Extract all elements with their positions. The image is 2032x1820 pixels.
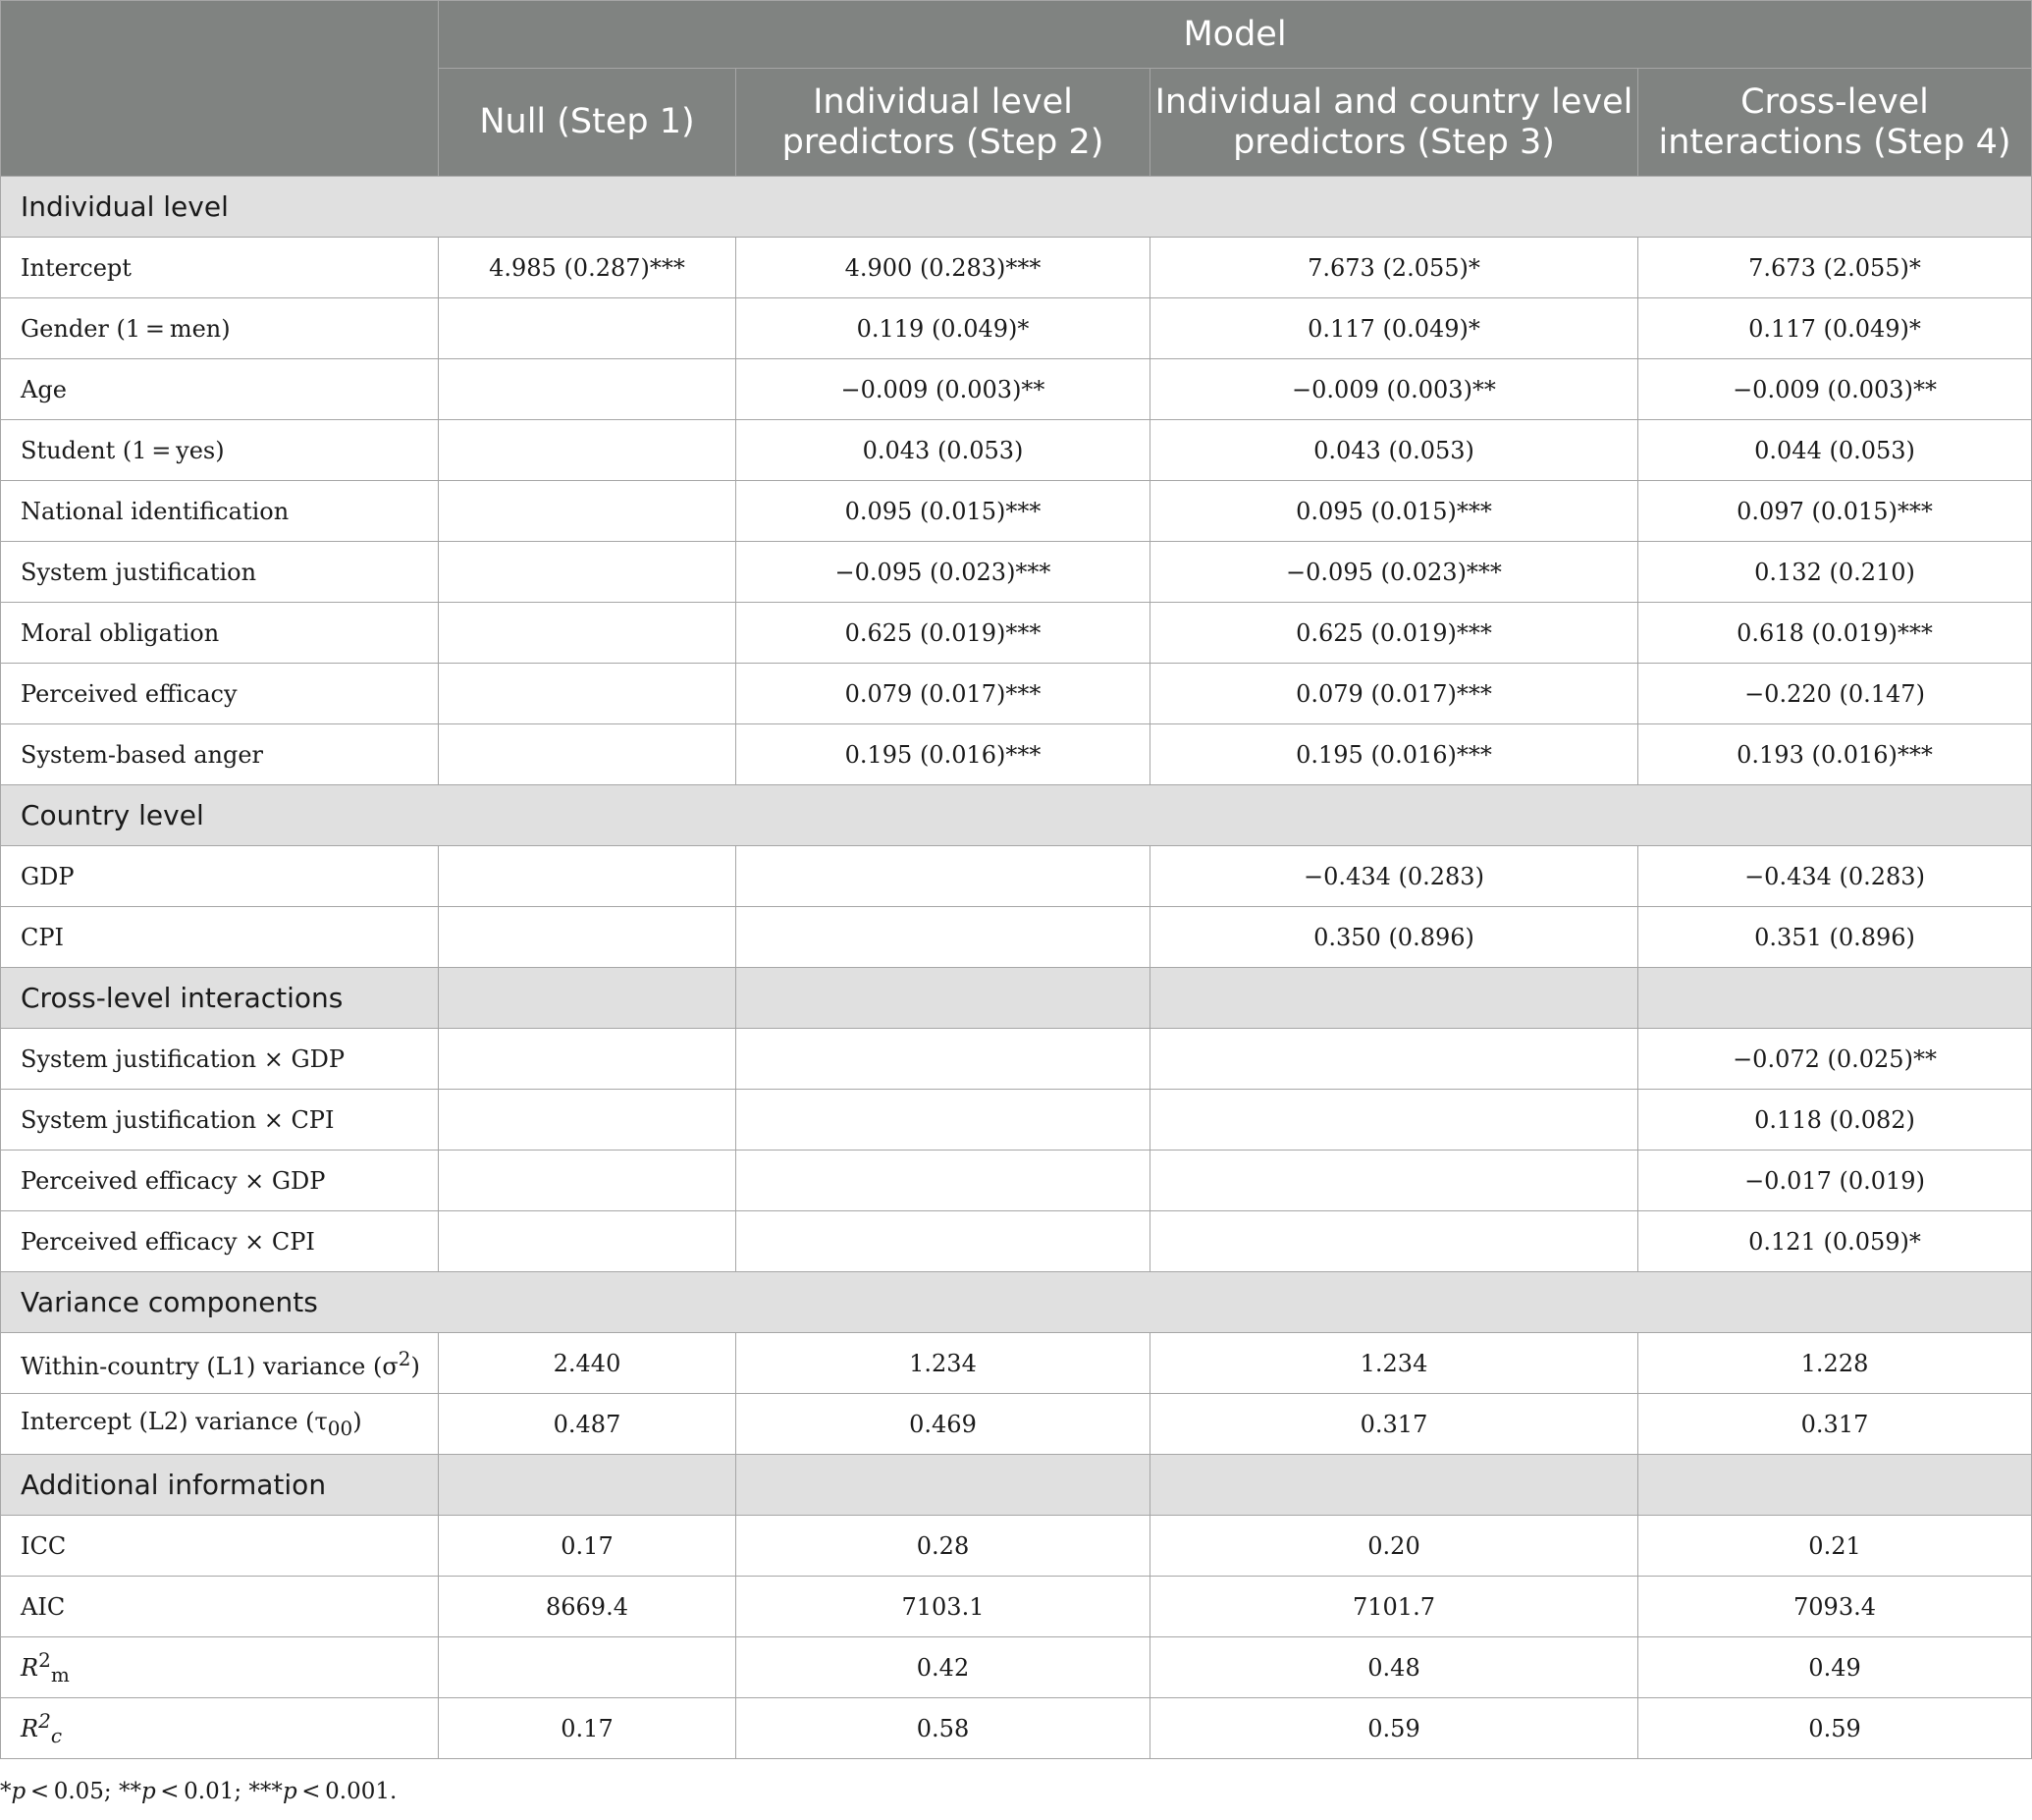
- value-cell: 1.234: [736, 1333, 1150, 1394]
- table-row: [1, 724, 2032, 785]
- row-label: Age: [1, 359, 439, 420]
- value-cell: [736, 1029, 1150, 1090]
- footnote-text: < 0.01; ***: [155, 1779, 283, 1804]
- row-label: Intercept: [1, 238, 439, 298]
- section-title: Country level: [1, 785, 2032, 846]
- value-cell: 0.193 (0.016)***: [1638, 724, 2032, 785]
- section-empty-cell: [1150, 968, 1638, 1029]
- row-label: National identification: [1, 481, 439, 542]
- table-row: [1, 1394, 2032, 1455]
- table-row: [1, 359, 2032, 420]
- value-cell: 0.132 (0.210): [1638, 542, 2032, 603]
- value-cell: [736, 1211, 1150, 1272]
- value-cell: −0.095 (0.023)***: [736, 542, 1150, 603]
- row-label: CPI: [1, 907, 439, 968]
- row-label-text: Within-country (L1) variance (σ: [21, 1352, 399, 1380]
- section-header-row: [1, 968, 2032, 1029]
- value-cell: 0.079 (0.017)***: [1150, 664, 1638, 724]
- row-label-text: ): [352, 1408, 362, 1436]
- r-squared-exponent: 2: [38, 1648, 51, 1673]
- row-label: System justification × GDP: [1, 1029, 439, 1090]
- value-cell: [439, 481, 736, 542]
- value-cell: 0.350 (0.896): [1150, 907, 1638, 968]
- row-label-script: 2: [398, 1346, 411, 1370]
- row-label: System-based anger: [1, 724, 439, 785]
- table-row: [1, 846, 2032, 907]
- table-row: [1, 1333, 2032, 1394]
- table-footnote: [0, 1779, 397, 1804]
- table-row: [1, 542, 2032, 603]
- row-label: Gender (1 = men): [1, 298, 439, 359]
- value-cell: [736, 1090, 1150, 1151]
- row-label: [1, 1637, 439, 1698]
- section-header-row: [1, 177, 2032, 238]
- value-cell: −0.009 (0.003)**: [1150, 359, 1638, 420]
- table-row: [1, 1211, 2032, 1272]
- table-header: [1, 1, 2032, 177]
- value-cell: [1150, 1090, 1638, 1151]
- row-label-script: 00: [327, 1416, 353, 1440]
- value-cell: −0.220 (0.147): [1638, 664, 2032, 724]
- section-header-row: [1, 1272, 2032, 1333]
- row-label-text: Intercept (L2) variance (τ: [21, 1408, 328, 1436]
- table-body: [1, 177, 2032, 1759]
- value-cell: −0.434 (0.283): [1150, 846, 1638, 907]
- table-row: [1, 1151, 2032, 1211]
- value-cell: [439, 1637, 736, 1698]
- header-col-null: Null (Step 1): [439, 69, 736, 177]
- r-squared-subscript: c: [50, 1723, 63, 1747]
- value-cell: 0.20: [1150, 1516, 1638, 1577]
- value-cell: [439, 359, 736, 420]
- value-cell: [439, 1151, 736, 1211]
- row-label: ICC: [1, 1516, 439, 1577]
- value-cell: 0.49: [1638, 1637, 2032, 1698]
- table-row: [1, 1090, 2032, 1151]
- header-col-step4: Cross-level interactions (Step 4): [1638, 69, 2032, 177]
- value-cell: 0.117 (0.049)*: [1638, 298, 2032, 359]
- value-cell: 0.095 (0.015)***: [736, 481, 1150, 542]
- value-cell: −0.095 (0.023)***: [1150, 542, 1638, 603]
- value-cell: 0.043 (0.053): [736, 420, 1150, 481]
- value-cell: [1150, 1029, 1638, 1090]
- table-row: [1, 907, 2032, 968]
- value-cell: 0.351 (0.896): [1638, 907, 2032, 968]
- value-cell: 7093.4: [1638, 1577, 2032, 1637]
- table-row: [1, 481, 2032, 542]
- value-cell: 0.317: [1638, 1394, 2032, 1455]
- value-cell: 4.985 (0.287)***: [439, 238, 736, 298]
- value-cell: 0.59: [1638, 1698, 2032, 1759]
- value-cell: [1150, 1151, 1638, 1211]
- value-cell: 0.118 (0.082): [1638, 1090, 2032, 1151]
- row-label: Student (1 = yes): [1, 420, 439, 481]
- value-cell: 0.079 (0.017)***: [736, 664, 1150, 724]
- header-col-step2: Individual level predictors (Step 2): [736, 69, 1150, 177]
- value-cell: [736, 846, 1150, 907]
- footnote-p: p: [282, 1779, 297, 1804]
- row-label: System justification: [1, 542, 439, 603]
- row-label: [1, 1333, 439, 1394]
- value-cell: 7103.1: [736, 1577, 1150, 1637]
- value-cell: 0.21: [1638, 1516, 2032, 1577]
- section-empty-cell: [439, 1455, 736, 1516]
- value-cell: 0.625 (0.019)***: [1150, 603, 1638, 664]
- row-label: Moral obligation: [1, 603, 439, 664]
- value-cell: 0.117 (0.049)*: [1150, 298, 1638, 359]
- value-cell: 8669.4: [439, 1577, 736, 1637]
- value-cell: 0.044 (0.053): [1638, 420, 2032, 481]
- value-cell: [736, 907, 1150, 968]
- value-cell: [439, 907, 736, 968]
- value-cell: 0.28: [736, 1516, 1150, 1577]
- header-col-step3: Individual and country level predictors (Step 3): [1150, 69, 1638, 177]
- value-cell: 1.228: [1638, 1333, 2032, 1394]
- section-empty-cell: [736, 1455, 1150, 1516]
- value-cell: [439, 542, 736, 603]
- value-cell: [439, 603, 736, 664]
- section-title: Variance components: [1, 1272, 2032, 1333]
- value-cell: 0.625 (0.019)***: [736, 603, 1150, 664]
- value-cell: [439, 846, 736, 907]
- value-cell: 0.17: [439, 1698, 736, 1759]
- value-cell: 0.59: [1150, 1698, 1638, 1759]
- section-title: Individual level: [1, 177, 2032, 238]
- value-cell: 0.42: [736, 1637, 1150, 1698]
- section-title: Additional information: [1, 1455, 439, 1516]
- header-group-model: Model: [439, 1, 2032, 69]
- value-cell: 0.469: [736, 1394, 1150, 1455]
- value-cell: −0.009 (0.003)**: [1638, 359, 2032, 420]
- value-cell: 0.195 (0.016)***: [736, 724, 1150, 785]
- footnote-text: < 0.001.: [296, 1779, 398, 1804]
- value-cell: 0.095 (0.015)***: [1150, 481, 1638, 542]
- footnote-text: *: [0, 1779, 12, 1804]
- section-header-row: [1, 785, 2032, 846]
- value-cell: 7.673 (2.055)*: [1150, 238, 1638, 298]
- table-row: [1, 603, 2032, 664]
- row-label: Perceived efficacy × GDP: [1, 1151, 439, 1211]
- section-empty-cell: [736, 968, 1150, 1029]
- section-header-row: [1, 1455, 2032, 1516]
- row-label: AIC: [1, 1577, 439, 1637]
- value-cell: 0.121 (0.059)*: [1638, 1211, 2032, 1272]
- row-label-text: ): [410, 1352, 420, 1380]
- value-cell: 7.673 (2.055)*: [1638, 238, 2032, 298]
- value-cell: 7101.7: [1150, 1577, 1638, 1637]
- row-label: Perceived efficacy × CPI: [1, 1211, 439, 1272]
- row-label: [1, 1394, 439, 1455]
- value-cell: −0.072 (0.025)**: [1638, 1029, 2032, 1090]
- section-empty-cell: [1638, 1455, 2032, 1516]
- value-cell: [439, 298, 736, 359]
- table-row: [1, 1577, 2032, 1637]
- value-cell: [439, 724, 736, 785]
- value-cell: [736, 1151, 1150, 1211]
- r-squared-exponent: 2: [38, 1709, 51, 1734]
- value-cell: 0.48: [1150, 1637, 1638, 1698]
- value-cell: 0.58: [736, 1698, 1150, 1759]
- value-cell: [439, 1090, 736, 1151]
- value-cell: 2.440: [439, 1333, 736, 1394]
- footnote-p: p: [140, 1779, 156, 1804]
- table-row: [1, 1516, 2032, 1577]
- value-cell: −0.434 (0.283): [1638, 846, 2032, 907]
- value-cell: [439, 1029, 736, 1090]
- row-label: [1, 1698, 439, 1759]
- section-empty-cell: [1638, 968, 2032, 1029]
- value-cell: 0.195 (0.016)***: [1150, 724, 1638, 785]
- footnote-p: p: [11, 1779, 27, 1804]
- value-cell: 0.487: [439, 1394, 736, 1455]
- value-cell: [439, 664, 736, 724]
- section-empty-cell: [439, 968, 736, 1029]
- value-cell: −0.017 (0.019): [1638, 1151, 2032, 1211]
- value-cell: 0.043 (0.053): [1150, 420, 1638, 481]
- header-corner-cell: [1, 1, 439, 177]
- value-cell: 4.900 (0.283)***: [736, 238, 1150, 298]
- value-cell: 1.234: [1150, 1333, 1638, 1394]
- table-row: [1, 664, 2032, 724]
- table-row: [1, 1637, 2032, 1698]
- table-row: [1, 1029, 2032, 1090]
- value-cell: 0.17: [439, 1516, 736, 1577]
- row-label: GDP: [1, 846, 439, 907]
- r-squared-symbol: R: [21, 1715, 39, 1743]
- value-cell: 0.618 (0.019)***: [1638, 603, 2032, 664]
- row-label: Perceived efficacy: [1, 664, 439, 724]
- value-cell: 0.097 (0.015)***: [1638, 481, 2032, 542]
- value-cell: 0.119 (0.049)*: [736, 298, 1150, 359]
- section-title: Cross-level interactions: [1, 968, 439, 1029]
- table-row: [1, 238, 2032, 298]
- value-cell: [439, 1211, 736, 1272]
- r-squared-symbol: R: [21, 1654, 39, 1683]
- row-label: System justification × CPI: [1, 1090, 439, 1151]
- value-cell: −0.009 (0.003)**: [736, 359, 1150, 420]
- section-empty-cell: [1150, 1455, 1638, 1516]
- table-row: [1, 298, 2032, 359]
- table-row: [1, 1698, 2032, 1759]
- footnote-text: < 0.05; **: [26, 1779, 141, 1804]
- value-cell: [439, 420, 736, 481]
- value-cell: 0.317: [1150, 1394, 1638, 1455]
- r-squared-subscript: m: [50, 1662, 70, 1686]
- table-row: [1, 420, 2032, 481]
- value-cell: [1150, 1211, 1638, 1272]
